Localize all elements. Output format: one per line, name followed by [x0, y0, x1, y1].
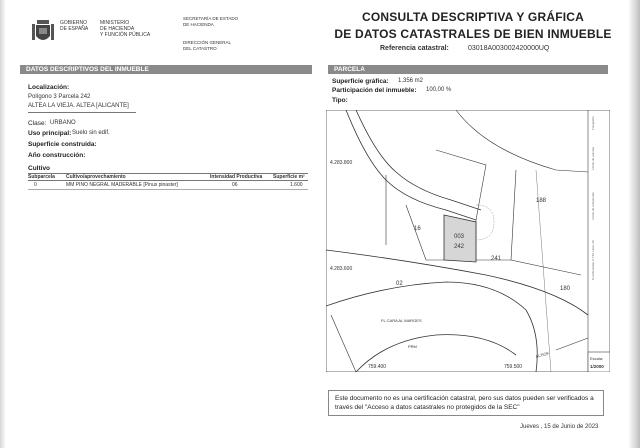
uso-value: Suelo sin edif.: [72, 130, 110, 136]
section-bar-descriptive: DATOS DESCRIPTIVOS DEL INMUEBLE: [20, 65, 312, 74]
secretaria-text: [183, 16, 238, 27]
document-title: CONSULTA DESCRIPTIVA Y GRÁFICA: [361, 10, 584, 24]
parcel-label: 16: [414, 226, 421, 232]
clase-label: Clase:: [28, 120, 47, 127]
localizacion-line: Polígono 3 Parcela 242: [28, 94, 91, 100]
direccion-line: DEL CATASTRO: [183, 45, 217, 51]
table-cell: MM PINO NEGRAL MADERABLE [Pinus pinaster]: [66, 182, 178, 188]
document-subtitle: DE DATOS CATASTRALES DE BIEN INMUEBLE: [334, 27, 612, 41]
cultivo-label: Cultivo: [28, 165, 51, 172]
table-header: Cultivo/aprovechamiento: [66, 174, 126, 180]
localizacion-label: Localización:: [28, 84, 70, 91]
secretaria-line: DE HACIENDA: [183, 21, 214, 27]
ministry-line: DE HACIENDA: [100, 26, 135, 32]
table-cell: 0: [34, 182, 37, 188]
parcel-label: 003: [454, 234, 465, 240]
divider: [28, 189, 308, 190]
legend-text: Fotografía: [591, 116, 595, 130]
table-cell: 1.600: [290, 182, 303, 188]
legend-text: Coordenadas U.T.M. Huso 30: [591, 240, 595, 280]
parcel-label: 02: [396, 281, 403, 287]
parcel-label: 180: [560, 286, 571, 292]
participacion-label: Participación del inmueble:: [332, 87, 417, 94]
road-label: PRM: [408, 344, 417, 349]
legend-text: Límite de subparcela: [591, 192, 595, 220]
direccion-text: [183, 40, 231, 51]
divider: [28, 112, 136, 113]
table-header: Intensidad Productiva: [210, 174, 263, 180]
section-bar-parcel: PARCELA: [328, 65, 608, 74]
document-date: Jueves , 15 de Junio de 2023: [520, 424, 599, 430]
legend-text: Límite de parcela: [591, 146, 595, 170]
localizacion-line: ALTEA LA VIEJA. ALTEA [ALICANTE]: [28, 103, 129, 109]
table-header: Superficie m²: [273, 174, 305, 180]
coord-top: 4.283.800: [330, 160, 353, 166]
coat-of-arms-icon: [30, 18, 56, 46]
gov-line: GOBIERNO: [60, 20, 87, 26]
parcel-label: 188: [536, 198, 547, 204]
secretaria-line: SECRETARÍA DE ESTADO: [183, 16, 239, 21]
ministry-text: [100, 20, 150, 38]
parcel-label: 241: [491, 256, 502, 262]
direccion-line: DIRECCIÓN GENERAL: [183, 40, 232, 45]
reference-label: Referencia catastral:: [380, 45, 449, 52]
ministry-line: MINISTERIO: [100, 20, 130, 26]
coord-x2: 759.500: [504, 364, 523, 370]
page-edge-left: [0, 0, 6, 448]
escala-value: 1/2000: [590, 364, 604, 369]
gov-line: DE ESPAÑA: [60, 26, 89, 32]
street-label: FL CARA AL MARGES: [381, 318, 422, 323]
table-header: Subparcela: [28, 174, 55, 180]
sup-grafica-value: 1.356 m2: [398, 78, 424, 84]
notice-text: [335, 394, 600, 412]
coord-mid: 4.283.600: [330, 266, 353, 272]
page-edge-right: [628, 0, 640, 448]
table-cell: 06: [232, 182, 238, 188]
uso-label: Uso principal:: [28, 130, 72, 137]
notice-line: través del "Acceso a datos catastrales no protegidos de la SEC": [335, 404, 520, 411]
participacion-value: 100,00 %: [426, 87, 452, 93]
reference-value: 03018A003002420000UQ: [468, 45, 550, 52]
road-label: ALTIOF: [534, 350, 550, 359]
sup-grafica-label: Superficie gráfica:: [332, 78, 389, 85]
divider: [28, 180, 308, 181]
escala-label: Escala:: [590, 356, 604, 361]
superficie-label: Superficie construida:: [28, 141, 97, 148]
coord-x1: 759.400: [368, 364, 387, 370]
tipo-label: Tipo:: [332, 97, 348, 104]
cadastral-map: [326, 110, 610, 372]
ministry-line: Y FUNCIÓN PÚBLICA: [100, 32, 151, 38]
notice-line: Este documento no es una certificación catastral, pero sus datos pueden ser verificados a: [335, 395, 594, 402]
anio-label: Año construcción:: [28, 152, 86, 159]
clase-value: URBANO: [50, 120, 76, 126]
parcel-label: 242: [454, 244, 465, 250]
government-text: [60, 20, 88, 32]
